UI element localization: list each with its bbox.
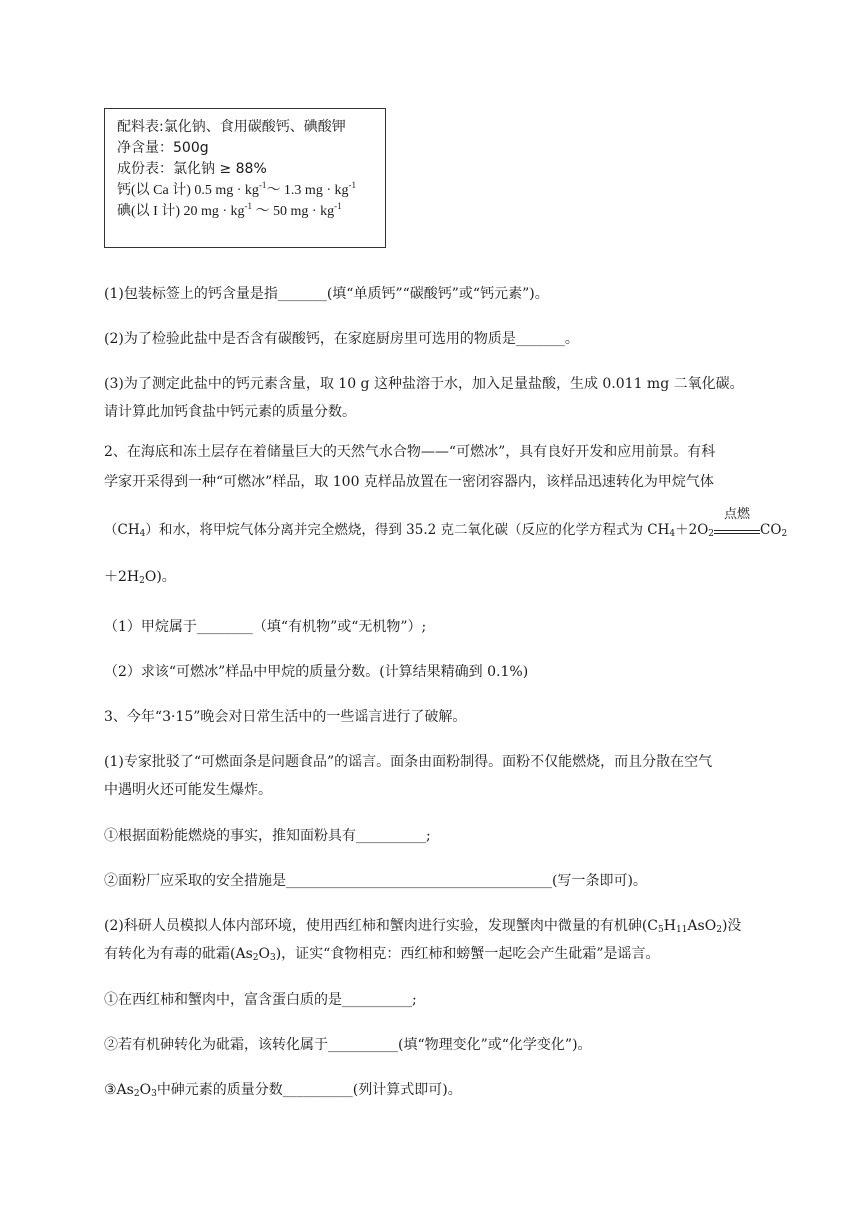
q1-part3-line2: 请计算此加钙食盐中钙元素的质量分数。 bbox=[104, 404, 356, 420]
q2-sub2: （2）求该“可燃冰”样品中甲烷的质量分数。(计算结果精确到 0.1%) bbox=[104, 664, 529, 680]
q2-intro-line1: 2、在海底和冻土层存在着储量巨大的天然气水合物——“可燃冰”，具有良好开发和应用前景。有科 bbox=[104, 444, 716, 460]
label-net-content: 净含量：500g bbox=[117, 140, 209, 156]
label-calcium: 钙(以 Ca 计) 0.5 mg · $kg^{-1}\sim$ 1.3 mg · $kg^{-1}$ bbox=[117, 180, 356, 198]
q3-part2-i: ①在西红柿和蟹肉中，富含蛋白质的是__________; bbox=[104, 992, 417, 1008]
q2-intro-line2: 学家开采得到一种“可燃冰”样品，取 100 克样品放置在一密闭容器内，该样品迅速转化为甲烷气体 bbox=[104, 474, 714, 490]
q3-part2-ii: ②若有机砷转化为砒霜，该转化属于__________(填“物理变化”或“化学变化”)。 bbox=[104, 1037, 592, 1053]
label-iodine: 碘(以 I 计) 20 mg · $kg^{-1}$ ～ 50 mg · $kg^{-1}$ bbox=[117, 201, 342, 219]
q3-intro: 3、今年“3·15”晚会对日常生活中的一些谣言进行了破解。 bbox=[104, 709, 467, 725]
q3-part1-line1: (1)专家批驳了“可燃面条是问题食品”的谣言。面条由面粉制得。面粉不仅能燃烧，而且分散在空气 bbox=[104, 754, 713, 770]
q3-part2-line1: (2)科研人员模拟人体内部环境，使用西红柿和蟹肉进行实验，发现蟹肉中微量的有机砷$(C_5H_{11}AsO_2)$没 bbox=[104, 918, 742, 935]
q1-part2: (2)为了检验此盐中是否含有碳酸钙，在家庭厨房里可选用的物质是_______。 bbox=[104, 331, 579, 347]
q2-intro-line3: $(CH_4)$和水，将甲烷气体分离并完全燃烧，得到 35.2 克二氧化碳（反应的化学方程式为 $CH_4+2O_2$ 点燃 $CO_2$ bbox=[104, 507, 788, 539]
label-ingredients: 配料表:氯化钠、食用碳酸钙、碘酸钾 bbox=[117, 119, 346, 135]
q3-part1-i: ①根据面粉能燃烧的事实，推知面粉具有__________; bbox=[104, 828, 431, 844]
q2-sub1: （1）甲烷属于________（填“有机物”或“无机物”）; bbox=[104, 619, 427, 635]
q1-part3-line1: (3)为了测定此盐中的钙元素含量，取 10 g 这种盐溶于水，加入足量盐酸，生成 0.011 mg 二氧化碳。 bbox=[104, 376, 744, 392]
q3-part2-line2: 有转化为有毒的砒霜$(As_2O_3)$，证实“食物相克：西红柿和螃蟹一起吃会产生砒霜”是谣言。 bbox=[104, 946, 660, 963]
label-composition: 成份表：氯化钠 ≥ 88% bbox=[117, 161, 267, 177]
q1-part1: (1)包装标签上的钙含量是指_______(填“单质钙”“碳酸钙”或“钙元素”)。 bbox=[104, 286, 549, 302]
q3-part1-ii: ②面粉厂应采取的安全措施是______________________________________(写一条即可)。 bbox=[104, 873, 647, 889]
reaction-condition-arrow: 点燃 bbox=[714, 521, 760, 534]
q3-part1-line2: 中遇明火还可能发生爆炸。 bbox=[104, 782, 272, 798]
q3-part2-iii: $③As_2O_3$中砷元素的质量分数__________(列计算式即可)。 bbox=[104, 1082, 462, 1099]
product-label-box bbox=[104, 108, 386, 248]
q2-intro-line4: $+2H_2O$)。 bbox=[104, 569, 176, 586]
